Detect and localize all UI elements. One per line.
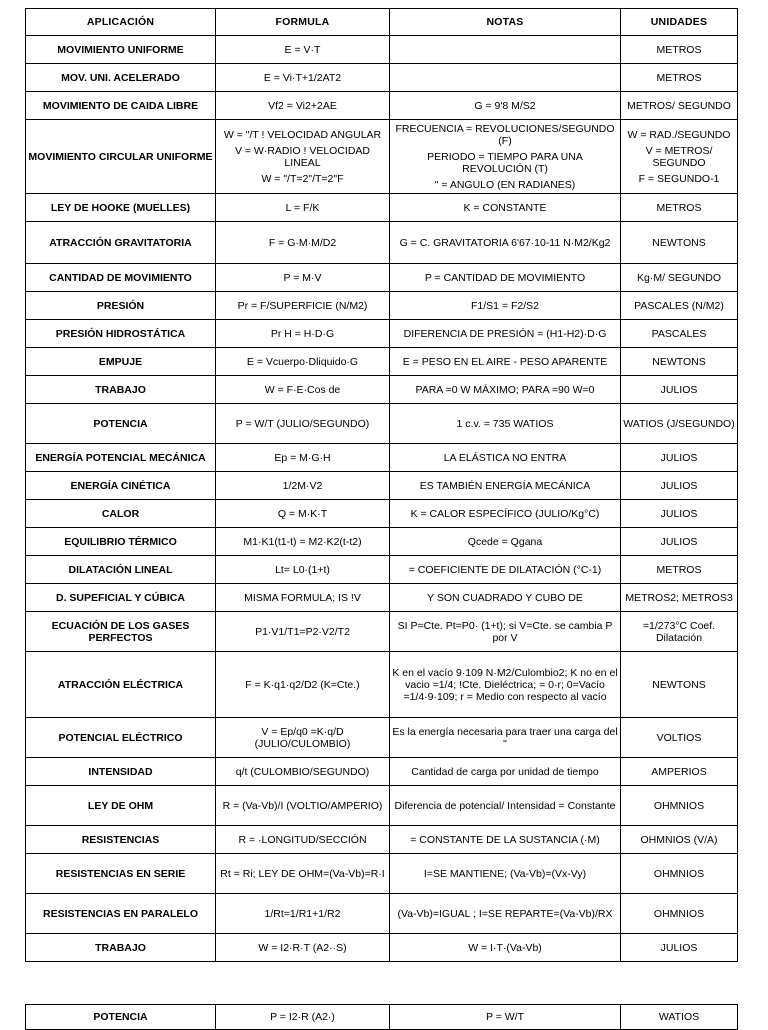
notas-cell (390, 584, 621, 612)
table-row (26, 786, 738, 826)
notas-cell-line: W = I·T·(Va-Vb) (468, 941, 542, 954)
notas-cell-line: ES TAMBIÉN ENERGÍA MECÁNICA (419, 479, 591, 492)
notas-cell-line: F1/S1 = F2/S2 (471, 299, 539, 312)
notas-cell-line: K en el vacío 9·109 N·M2/Culombio2; K no en el vacio =1/4; !Cte. Dieléctrica; = 0·r; 0=Vacío =1/4·9·109; r = Medio con respecto al vacío (392, 666, 618, 703)
notas-cell (390, 556, 621, 584)
notas-cell-line: I=SE MANTIENE; (Va-Vb)=(Vx-Vy) (423, 867, 587, 880)
notas-cell (390, 1005, 621, 1030)
unidades-cell (621, 528, 738, 556)
table-row (26, 472, 738, 500)
formula-cell-line: P = W/T (JULIO/SEGUNDO) (235, 417, 370, 430)
unidades-cell-line: METROS (656, 43, 702, 56)
header-notas: NOTAS (390, 9, 621, 36)
table-row (26, 718, 738, 758)
unidades-cell (621, 472, 738, 500)
unidades-cell (621, 718, 738, 758)
unidades-cell (621, 934, 738, 962)
notas-cell (390, 404, 621, 444)
unidades-cell (621, 292, 738, 320)
notas-cell-line: (Va-Vb)=IGUAL ; I=SE REPARTE=(Va-Vb)/RX (397, 907, 613, 920)
notas-cell (390, 826, 621, 854)
notas-cell (390, 36, 621, 64)
notas-cell (390, 64, 621, 92)
formula-cell-line: V = W·RADIO ! VELOCIDAD LINEAL (234, 144, 371, 169)
unidades-cell (621, 652, 738, 718)
formula-cell (216, 500, 390, 528)
aplicacion-cell: EMPUJE (26, 348, 216, 376)
table-row (26, 404, 738, 444)
formula-cell (216, 120, 390, 194)
notas-cell (390, 92, 621, 120)
table-row (26, 826, 738, 854)
table-row (26, 444, 738, 472)
unidades-cell-line: JULIOS (660, 535, 698, 548)
unidades-cell-line: JULIOS (660, 479, 698, 492)
aplicacion-cell: TRABAJO (26, 376, 216, 404)
unidades-cell-line: PASCALES (N/M2) (634, 299, 724, 312)
unidades-cell (621, 444, 738, 472)
notas-cell (390, 758, 621, 786)
formula-cell (216, 194, 390, 222)
formula-cell (216, 292, 390, 320)
formula-cell (216, 652, 390, 718)
table-row (26, 528, 738, 556)
unidades-cell-line: METROS (656, 71, 702, 84)
notas-cell-line: " = ANGULO (EN RADIANES) (434, 178, 576, 191)
table-row (26, 652, 738, 718)
formula-cell (216, 854, 390, 894)
unidades-cell (621, 264, 738, 292)
formula-cell-line: P = M·V (283, 271, 322, 284)
formula-cell-line: P1·V1/T1=P2·V2/T2 (255, 625, 350, 638)
unidades-cell-line: METROS2; METROS3 (625, 591, 733, 604)
unidades-cell (621, 584, 738, 612)
notas-cell-line: G = 9'8 M/S2 (474, 99, 536, 112)
notas-cell (390, 348, 621, 376)
table-row (26, 584, 738, 612)
formula-cell (216, 1005, 390, 1030)
aplicacion-cell: INTENSIDAD (26, 758, 216, 786)
formula-cell (216, 934, 390, 962)
notas-cell-line: LA ELÁSTICA NO ENTRA (443, 451, 567, 464)
header-unidades: UNIDADES (621, 9, 738, 36)
unidades-cell-line: F = SEGUNDO-1 (638, 172, 720, 185)
notas-cell (390, 264, 621, 292)
unidades-cell-line: WATIOS (658, 1011, 700, 1023)
notas-cell-line: P = CANTIDAD DE MOVIMIENTO (424, 271, 586, 284)
unidades-cell (621, 786, 738, 826)
unidades-cell (621, 894, 738, 934)
formula-cell (216, 348, 390, 376)
formula-cell (216, 528, 390, 556)
table-row (26, 376, 738, 404)
unidades-cell-line: JULIOS (660, 383, 698, 396)
aplicacion-cell: MOVIMIENTO UNIFORME (26, 36, 216, 64)
formula-cell-line: L = F/K (285, 201, 320, 214)
notas-cell-line: = CONSTANTE DE LA SUSTANCIA (·M) (410, 833, 600, 846)
formula-cell-line: W = F·E·Cos de (264, 383, 341, 396)
formula-cell (216, 826, 390, 854)
header-row (26, 9, 738, 36)
formula-cell-line: F = K·q1·q2/D2 (K=Cte.) (245, 678, 360, 691)
notas-cell-line: K = CONSTANTE (463, 201, 547, 214)
formula-cell-line: W = "/T=2"/T=2"F (261, 172, 344, 185)
physics-formula-table (25, 8, 738, 962)
unidades-cell-line: JULIOS (660, 507, 698, 520)
notas-cell (390, 934, 621, 962)
unidades-cell-line: OHMNIOS (V/A) (640, 833, 718, 846)
aplicacion-cell: PRESIÓN HIDROSTÁTICA (26, 320, 216, 348)
unidades-cell-line: AMPERIOS (651, 765, 707, 778)
unidades-cell (621, 500, 738, 528)
aplicacion-cell: LEY DE OHM (26, 786, 216, 826)
formula-cell-line: E = V·T (284, 43, 321, 56)
table-row (26, 348, 738, 376)
aplicacion-cell: POTENCIAL ELÉCTRICO (26, 718, 216, 758)
header-aplicacion: APLICACIÓN (26, 9, 216, 36)
unidades-cell (621, 612, 738, 652)
notas-cell (390, 854, 621, 894)
formula-cell (216, 472, 390, 500)
formula-cell-line: V = Ep/q0 =K·q/D (JULIO/CULOMBIO) (254, 725, 351, 750)
unidades-cell (621, 376, 738, 404)
notas-cell (390, 472, 621, 500)
formula-cell-line: R = ·LONGITUD/SECCIÓN (238, 833, 367, 846)
aplicacion-cell: DILATACIÓN LINEAL (26, 556, 216, 584)
unidades-cell (621, 64, 738, 92)
unidades-cell-line: PASCALES (651, 327, 707, 340)
formula-cell-line: M1·K1(t1-t) = M2·K2(t-t2) (243, 535, 362, 548)
aplicacion-cell: ECUACIÓN DE LOS GASES PERFECTOS (26, 612, 216, 652)
unidades-cell-line: WATIOS (J/SEGUNDO) (623, 417, 735, 430)
notas-cell (390, 194, 621, 222)
notas-cell-line: PARA =0 W MÁXIMO; PARA =90 W=0 (415, 383, 595, 396)
unidades-cell-line: OHMNIOS (653, 799, 705, 812)
formula-cell (216, 222, 390, 264)
unidades-cell-line: JULIOS (660, 941, 698, 954)
aplicacion-cell: POTENCIA (26, 404, 216, 444)
formula-cell (216, 718, 390, 758)
formula-cell (216, 786, 390, 826)
formula-cell-line: q/t (CULOMBIO/SEGUNDO) (235, 765, 370, 778)
formula-cell-line: 1/Rt=1/R1+1/R2 (264, 907, 341, 920)
notas-cell-line: Es la energía necesaria para traer una carga del " (392, 725, 618, 750)
notas-cell-line: Diferencia de potencial/ Intensidad = Constante (394, 799, 616, 812)
table-row (26, 934, 738, 962)
unidades-cell-line: JULIOS (660, 451, 698, 464)
notas-cell-line: = COEFICIENTE DE DILATACIÓN (°C-1) (408, 563, 602, 576)
aplicacion-cell: CANTIDAD DE MOVIMIENTO (26, 264, 216, 292)
formula-cell (216, 320, 390, 348)
unidades-cell-line: METROS (656, 201, 702, 214)
table-row (26, 1005, 738, 1030)
unidades-cell (621, 556, 738, 584)
notas-cell-line: PERIODO = TIEMPO PARA UNA REVOLUCIÓN (T) (427, 150, 583, 175)
aplicacion-cell: EQUILIBRIO TÉRMICO (26, 528, 216, 556)
unidades-cell (621, 194, 738, 222)
aplicacion-cell: RESISTENCIAS EN SERIE (26, 854, 216, 894)
table-row (26, 854, 738, 894)
notas-cell-line: P = W/T (485, 1011, 525, 1023)
unidades-cell-line: W = RAD./SEGUNDO (627, 128, 731, 141)
notas-cell (390, 528, 621, 556)
header-formula: FORMULA (216, 9, 390, 36)
notas-cell (390, 612, 621, 652)
aplicacion-cell: ENERGÍA CINÉTICA (26, 472, 216, 500)
formula-cell (216, 444, 390, 472)
formula-cell (216, 264, 390, 292)
unidades-cell-line: OHMNIOS (653, 907, 705, 920)
notas-cell (390, 320, 621, 348)
formula-cell (216, 758, 390, 786)
table-row (26, 292, 738, 320)
formula-cell-line: Lt= L0·(1+t) (275, 563, 330, 576)
unidades-cell-line: METROS/ SEGUNDO (627, 99, 731, 112)
table-row (26, 194, 738, 222)
notas-cell (390, 444, 621, 472)
unidades-cell-line: OHMNIOS (653, 867, 705, 880)
physics-formula-table-continued (25, 1004, 738, 1030)
aplicacion-cell: MOVIMIENTO DE CAIDA LIBRE (26, 92, 216, 120)
table-row (26, 120, 738, 194)
formula-cell-line: Rt = Ri; LEY DE OHM=(Va-Vb)=R·I (220, 867, 385, 880)
table-row (26, 556, 738, 584)
table-row (26, 264, 738, 292)
unidades-cell (621, 92, 738, 120)
notas-cell (390, 222, 621, 264)
formula-cell (216, 376, 390, 404)
formula-cell-line: W = I2·R·T (A2··S) (258, 941, 347, 954)
unidades-cell-line: VOLTIOS (656, 731, 702, 744)
aplicacion-cell: ATRACCIÓN ELÉCTRICA (26, 652, 216, 718)
notas-cell-line: DIFERENCIA DE PRESIÓN = (H1-H2)·D·G (403, 327, 607, 340)
aplicacion-cell: MOV. UNI. ACELERADO (26, 64, 216, 92)
formula-cell (216, 404, 390, 444)
aplicacion-cell: ATRACCIÓN GRAVITATORIA (26, 222, 216, 264)
notas-cell (390, 786, 621, 826)
aplicacion-cell: POTENCIA (26, 1005, 216, 1030)
notas-cell-line: Qcede = Qgana (467, 535, 543, 548)
table-row (26, 612, 738, 652)
formula-cell (216, 36, 390, 64)
formula-cell-line: P = I2·R (A2·) (270, 1011, 335, 1023)
notas-cell (390, 500, 621, 528)
table-row (26, 36, 738, 64)
unidades-cell (621, 320, 738, 348)
formula-cell-line: Pr = F/SUPERFICIE (N/M2) (237, 299, 368, 312)
unidades-cell (621, 120, 738, 194)
notas-cell-line: Y SON CUADRADO Y CUBO DE (427, 591, 583, 604)
aplicacion-cell: RESISTENCIAS (26, 826, 216, 854)
table-row (26, 894, 738, 934)
aplicacion-cell: D. SUPEFICIAL Y CÚBICA (26, 584, 216, 612)
formula-cell-line: MISMA FORMULA; IS !V (244, 591, 361, 604)
formula-cell (216, 556, 390, 584)
unidades-cell-line: Kg·M/ SEGUNDO (636, 271, 721, 284)
formula-cell-line: 1/2M·V2 (282, 479, 323, 492)
formula-cell-line: Q = M·K·T (277, 507, 328, 520)
aplicacion-cell: RESISTENCIAS EN PARALELO (26, 894, 216, 934)
unidades-cell-line: NEWTONS (652, 355, 706, 368)
aplicacion-cell: CALOR (26, 500, 216, 528)
formula-cell (216, 92, 390, 120)
formula-cell (216, 894, 390, 934)
notas-cell-line: Cantidad de carga por unidad de tiempo (411, 765, 599, 778)
formula-cell-line: Ep = M·G·H (274, 451, 331, 464)
notas-cell-line: FRECUENCIA = REVOLUCIONES/SEGUNDO (F) (395, 122, 615, 147)
notas-cell-line: K = CALOR ESPECÍFICO (JULIO/Kg°C) (410, 507, 600, 520)
notas-cell (390, 652, 621, 718)
unidades-cell-line: NEWTONS (652, 236, 706, 249)
notas-cell-line: G = C. GRAVITATORIA 6'67·10-11 N·M2/Kg2 (399, 236, 611, 249)
unidades-cell (621, 758, 738, 786)
notas-cell-line: SI P=Cte. Pt=P0· (1+t); si V=Cte. se cambia P por V (397, 619, 613, 644)
formula-cell-line: F = G·M·M/D2 (268, 236, 337, 249)
formula-cell-line: E = Vi·T+1/2AT2 (263, 71, 342, 84)
table-row (26, 758, 738, 786)
unidades-cell (621, 404, 738, 444)
notas-cell (390, 718, 621, 758)
notas-cell (390, 292, 621, 320)
notas-cell (390, 894, 621, 934)
table-row (26, 500, 738, 528)
aplicacion-cell: LEY DE HOOKE (MUELLES) (26, 194, 216, 222)
aplicacion-cell: ENERGÍA POTENCIAL MECÁNICA (26, 444, 216, 472)
notas-cell-line: 1 c.v. = 735 WATIOS (456, 417, 554, 430)
formula-cell-line: W = "/T ! VELOCIDAD ANGULAR (223, 128, 382, 141)
aplicacion-cell: MOVIMIENTO CIRCULAR UNIFORME (26, 120, 216, 194)
aplicacion-cell: PRESIÓN (26, 292, 216, 320)
unidades-cell (621, 348, 738, 376)
unidades-cell-line: =1/273°C Coef. Dilatación (642, 619, 716, 644)
table-row (26, 64, 738, 92)
unidades-cell (621, 222, 738, 264)
unidades-cell (621, 854, 738, 894)
unidades-cell-line: NEWTONS (652, 678, 706, 691)
formula-cell (216, 612, 390, 652)
aplicacion-cell: TRABAJO (26, 934, 216, 962)
table-row (26, 320, 738, 348)
unidades-cell (621, 1005, 738, 1030)
formula-cell-line: R = (Va-Vb)/I (VOLTIO/AMPERIO) (222, 799, 383, 812)
table-row (26, 92, 738, 120)
table-row (26, 222, 738, 264)
unidades-cell-line: METROS (656, 563, 702, 576)
unidades-cell-line: V = METROS/ SEGUNDO (645, 144, 713, 169)
formula-cell-line: E = Vcuerpo·Dliquido·G (246, 355, 359, 368)
unidades-cell (621, 36, 738, 64)
notas-cell (390, 376, 621, 404)
formula-cell (216, 584, 390, 612)
formula-cell-line: Pr H = H·D·G (270, 327, 335, 340)
formula-cell-line: Vf2 = Vi2+2AE (268, 99, 337, 112)
notas-cell (390, 120, 621, 194)
unidades-cell (621, 826, 738, 854)
notas-cell-line: E = PESO EN EL AIRE - PESO APARENTE (402, 355, 608, 368)
formula-cell (216, 64, 390, 92)
